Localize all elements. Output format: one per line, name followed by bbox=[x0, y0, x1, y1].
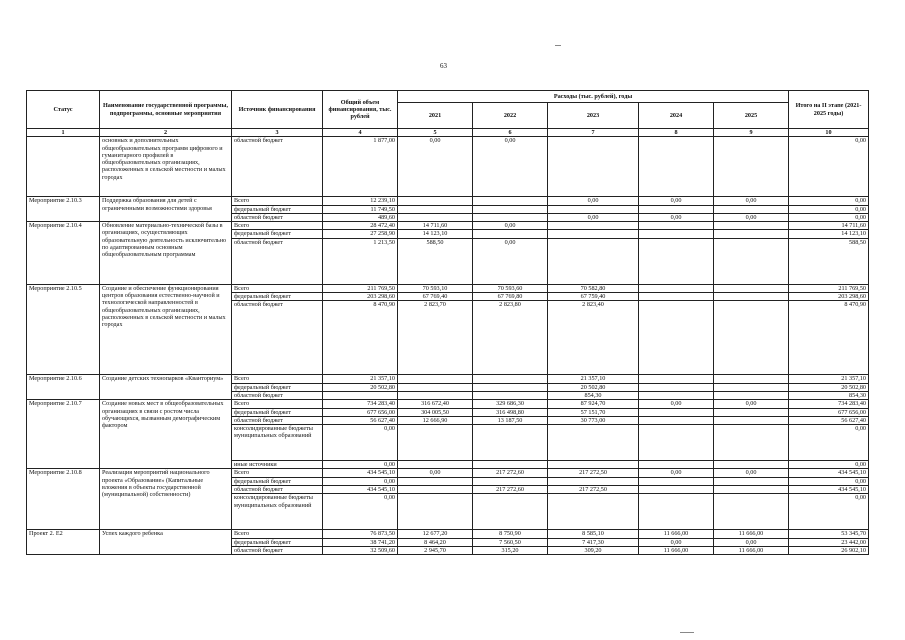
column-number: 5 bbox=[398, 129, 473, 137]
row-value-stage-total: 0,00 bbox=[789, 494, 869, 530]
row-value-y2023 bbox=[548, 494, 639, 530]
row-value-y2023 bbox=[548, 137, 639, 197]
row-value-total: 211 769,50 bbox=[323, 284, 398, 292]
row-value-y2025 bbox=[714, 137, 789, 197]
row-value-y2022: 8 750,90 bbox=[473, 530, 548, 538]
row-value-y2024: 0,00 bbox=[639, 213, 714, 221]
row-value-y2022: 329 686,30 bbox=[473, 400, 548, 408]
row-source: федеральный бюджет bbox=[232, 293, 323, 301]
row-value-y2024 bbox=[639, 477, 714, 485]
row-source: областной бюджет bbox=[232, 238, 323, 284]
row-value-y2022 bbox=[473, 425, 548, 461]
row-value-y2023: 70 582,80 bbox=[548, 284, 639, 292]
row-value-y2023 bbox=[548, 222, 639, 230]
row-value-y2023 bbox=[548, 238, 639, 284]
row-value-y2025 bbox=[714, 486, 789, 494]
table-row bbox=[27, 197, 869, 205]
header-year-2021: 2021 bbox=[398, 103, 473, 129]
row-value-y2025 bbox=[714, 494, 789, 530]
row-value-total: 203 298,60 bbox=[323, 293, 398, 301]
row-value-y2021: 12 666,90 bbox=[398, 416, 473, 424]
row-source: федеральный бюджет bbox=[232, 477, 323, 485]
header-year-2024: 2024 bbox=[639, 103, 714, 129]
row-value-total: 0,00 bbox=[323, 494, 398, 530]
column-number-row bbox=[27, 129, 869, 137]
row-value-y2022 bbox=[473, 477, 548, 485]
row-source: консолидированные бюджеты муниципальных образований bbox=[232, 494, 323, 530]
column-number: 7 bbox=[548, 129, 639, 137]
row-value-y2023 bbox=[548, 461, 639, 469]
row-source: федеральный бюджет bbox=[232, 205, 323, 213]
row-value-y2025 bbox=[714, 391, 789, 399]
row-source: консолидированные бюджеты муниципальных образований bbox=[232, 425, 323, 461]
row-value-y2025: 11 666,00 bbox=[714, 546, 789, 554]
row-value-y2025 bbox=[714, 238, 789, 284]
row-value-stage-total: 0,00 bbox=[789, 205, 869, 213]
row-value-y2024 bbox=[639, 293, 714, 301]
row-value-y2025 bbox=[714, 461, 789, 469]
row-value-y2023: 2 823,40 bbox=[548, 301, 639, 375]
row-value-y2021: 0,00 bbox=[398, 137, 473, 197]
row-value-y2021: 2 823,70 bbox=[398, 301, 473, 375]
scan-mark bbox=[555, 45, 561, 46]
row-value-y2022 bbox=[473, 461, 548, 469]
row-value-y2025: 11 666,00 bbox=[714, 530, 789, 538]
row-value-y2022 bbox=[473, 205, 548, 213]
row-value-total bbox=[323, 391, 398, 399]
row-status: Мероприятие 2.10.3 bbox=[27, 197, 100, 222]
row-value-y2023 bbox=[548, 205, 639, 213]
row-value-stage-total: 434 545,10 bbox=[789, 486, 869, 494]
row-value-total: 489,60 bbox=[323, 213, 398, 221]
row-status: Мероприятие 2.10.7 bbox=[27, 400, 100, 469]
row-source: Всего bbox=[232, 469, 323, 477]
row-value-y2021: 588,50 bbox=[398, 238, 473, 284]
header-year-2023: 2023 bbox=[548, 103, 639, 129]
row-value-y2022 bbox=[473, 213, 548, 221]
row-value-y2021 bbox=[398, 486, 473, 494]
column-number: 10 bbox=[789, 129, 869, 137]
row-name: Создание детских технопарков «Кванториум» bbox=[100, 375, 232, 400]
row-value-y2021: 12 677,20 bbox=[398, 530, 473, 538]
row-value-y2024 bbox=[639, 222, 714, 230]
row-value-y2021 bbox=[398, 477, 473, 485]
row-value-y2025 bbox=[714, 301, 789, 375]
row-value-stage-total: 0,00 bbox=[789, 461, 869, 469]
row-value-stage-total: 53 345,70 bbox=[789, 530, 869, 538]
row-value-y2024 bbox=[639, 494, 714, 530]
row-value-y2023: 67 759,40 bbox=[548, 293, 639, 301]
table-header bbox=[27, 91, 869, 137]
row-source: областной бюджет bbox=[232, 486, 323, 494]
row-value-y2024 bbox=[639, 486, 714, 494]
row-value-y2023 bbox=[548, 477, 639, 485]
row-value-y2024 bbox=[639, 205, 714, 213]
row-value-y2025 bbox=[714, 477, 789, 485]
row-value-y2021: 70 593,10 bbox=[398, 284, 473, 292]
row-value-y2024 bbox=[639, 408, 714, 416]
row-value-y2022 bbox=[473, 197, 548, 205]
row-value-total: 1 877,00 bbox=[323, 137, 398, 197]
row-name: основных и дополнительных общеобразовательных программ цифрового и гуманитарного профилей в общеобразовательных организациях, расположенных в сельской местности и малых городах bbox=[100, 137, 232, 197]
table-body bbox=[27, 137, 869, 555]
row-value-y2024 bbox=[639, 461, 714, 469]
row-value-y2021: 304 005,50 bbox=[398, 408, 473, 416]
row-value-stage-total: 23 442,00 bbox=[789, 538, 869, 546]
row-value-stage-total: 677 656,00 bbox=[789, 408, 869, 416]
row-value-y2021: 0,00 bbox=[398, 469, 473, 477]
row-value-total: 21 357,10 bbox=[323, 375, 398, 383]
row-value-y2021 bbox=[398, 383, 473, 391]
row-source: иные источники bbox=[232, 461, 323, 469]
row-source: Всего bbox=[232, 530, 323, 538]
row-value-y2024 bbox=[639, 238, 714, 284]
row-value-y2023: 20 502,80 bbox=[548, 383, 639, 391]
row-value-total: 32 509,60 bbox=[323, 546, 398, 554]
row-value-y2021: 14 711,60 bbox=[398, 222, 473, 230]
header-status: Статус bbox=[27, 91, 100, 129]
row-value-y2021: 2 945,70 bbox=[398, 546, 473, 554]
table-row bbox=[27, 284, 869, 292]
row-value-y2022: 2 823,80 bbox=[473, 301, 548, 375]
row-status: Мероприятие 2.10.5 bbox=[27, 284, 100, 375]
header-expenses: Расходы (тыс. рублей), годы bbox=[398, 91, 789, 103]
row-value-total: 12 239,10 bbox=[323, 197, 398, 205]
row-value-y2022 bbox=[473, 230, 548, 238]
column-number: 9 bbox=[714, 129, 789, 137]
row-source: федеральный бюджет bbox=[232, 408, 323, 416]
header-total: Общий объем финансирования, тыс. рублей bbox=[323, 91, 398, 129]
row-source: Всего bbox=[232, 400, 323, 408]
row-value-y2024: 0,00 bbox=[639, 538, 714, 546]
row-value-y2022: 217 272,60 bbox=[473, 469, 548, 477]
row-value-y2022: 70 593,60 bbox=[473, 284, 548, 292]
row-value-y2021: 316 672,40 bbox=[398, 400, 473, 408]
header-source: Источник финансирования bbox=[232, 91, 323, 129]
row-value-y2021 bbox=[398, 494, 473, 530]
row-value-y2024: 0,00 bbox=[639, 400, 714, 408]
row-source: Всего bbox=[232, 222, 323, 230]
row-value-total: 677 656,00 bbox=[323, 408, 398, 416]
row-value-stage-total: 0,00 bbox=[789, 197, 869, 205]
row-value-y2024 bbox=[639, 284, 714, 292]
row-value-stage-total: 26 902,10 bbox=[789, 546, 869, 554]
row-value-stage-total: 434 545,10 bbox=[789, 469, 869, 477]
row-value-stage-total: 854,30 bbox=[789, 391, 869, 399]
row-value-stage-total: 14 711,60 bbox=[789, 222, 869, 230]
row-value-y2021 bbox=[398, 391, 473, 399]
row-value-y2021 bbox=[398, 213, 473, 221]
row-value-y2023: 217 272,50 bbox=[548, 486, 639, 494]
row-value-y2022: 0,00 bbox=[473, 137, 548, 197]
row-value-y2022: 315,20 bbox=[473, 546, 548, 554]
row-source: областной бюджет bbox=[232, 301, 323, 375]
row-value-y2022: 0,00 bbox=[473, 238, 548, 284]
table-row bbox=[27, 375, 869, 383]
table-row bbox=[27, 222, 869, 230]
row-value-stage-total: 0,00 bbox=[789, 477, 869, 485]
row-value-y2023: 854,30 bbox=[548, 391, 639, 399]
row-value-total: 27 258,90 bbox=[323, 230, 398, 238]
column-number: 4 bbox=[323, 129, 398, 137]
row-value-y2025 bbox=[714, 383, 789, 391]
header-year-2022: 2022 bbox=[473, 103, 548, 129]
row-value-y2023: 0,00 bbox=[548, 197, 639, 205]
row-value-y2022 bbox=[473, 375, 548, 383]
row-value-y2022: 0,00 bbox=[473, 222, 548, 230]
row-source: Всего bbox=[232, 197, 323, 205]
header-year-2025: 2025 bbox=[714, 103, 789, 129]
row-value-y2024 bbox=[639, 391, 714, 399]
column-number: 6 bbox=[473, 129, 548, 137]
row-name: Создание новых мест в общеобразовательных организациях в связи с ростом числа обучающихся, вызванным демографическим фактором bbox=[100, 400, 232, 469]
row-value-total: 734 283,40 bbox=[323, 400, 398, 408]
row-value-y2023: 309,20 bbox=[548, 546, 639, 554]
row-source: областной бюджет bbox=[232, 137, 323, 197]
row-source: областной бюджет bbox=[232, 416, 323, 424]
row-value-total: 28 472,40 bbox=[323, 222, 398, 230]
row-value-y2025 bbox=[714, 284, 789, 292]
column-number: 3 bbox=[232, 129, 323, 137]
row-value-stage-total: 0,00 bbox=[789, 213, 869, 221]
row-source: федеральный бюджет bbox=[232, 383, 323, 391]
row-value-total: 434 545,10 bbox=[323, 469, 398, 477]
row-value-y2022: 13 187,50 bbox=[473, 416, 548, 424]
row-value-total: 0,00 bbox=[323, 425, 398, 461]
row-value-y2021 bbox=[398, 461, 473, 469]
row-value-y2023: 87 924,70 bbox=[548, 400, 639, 408]
row-value-y2025 bbox=[714, 230, 789, 238]
row-value-stage-total: 734 283,40 bbox=[789, 400, 869, 408]
row-value-y2025: 0,00 bbox=[714, 197, 789, 205]
row-value-y2024: 0,00 bbox=[639, 197, 714, 205]
row-value-total: 11 749,50 bbox=[323, 205, 398, 213]
row-value-stage-total: 14 123,10 bbox=[789, 230, 869, 238]
row-value-total: 20 502,80 bbox=[323, 383, 398, 391]
table-row bbox=[27, 137, 869, 197]
column-number: 8 bbox=[639, 129, 714, 137]
row-value-y2023: 7 417,30 bbox=[548, 538, 639, 546]
row-value-y2023 bbox=[548, 425, 639, 461]
row-value-y2023: 21 357,10 bbox=[548, 375, 639, 383]
row-value-y2021: 67 769,40 bbox=[398, 293, 473, 301]
row-value-y2023: 217 272,50 bbox=[548, 469, 639, 477]
row-value-y2023: 30 773,00 bbox=[548, 416, 639, 424]
row-source: Всего bbox=[232, 375, 323, 383]
row-value-y2021: 8 464,20 bbox=[398, 538, 473, 546]
row-value-y2023: 57 151,70 bbox=[548, 408, 639, 416]
row-value-y2023: 8 585,10 bbox=[548, 530, 639, 538]
row-value-y2025 bbox=[714, 205, 789, 213]
row-value-y2024 bbox=[639, 230, 714, 238]
row-source: Всего bbox=[232, 284, 323, 292]
header-stage-total: Итого на II этапе (2021-2025 годы) bbox=[789, 91, 869, 129]
row-value-y2021 bbox=[398, 375, 473, 383]
row-name: Успех каждого ребенка bbox=[100, 530, 232, 555]
table-row bbox=[27, 469, 869, 477]
row-value-y2024 bbox=[639, 425, 714, 461]
row-value-y2021 bbox=[398, 205, 473, 213]
row-value-y2023 bbox=[548, 230, 639, 238]
row-value-total: 38 741,20 bbox=[323, 538, 398, 546]
row-status: Мероприятие 2.10.8 bbox=[27, 469, 100, 530]
row-value-y2022: 7 560,50 bbox=[473, 538, 548, 546]
row-source: областной бюджет bbox=[232, 213, 323, 221]
row-value-total: 0,00 bbox=[323, 477, 398, 485]
row-value-y2022 bbox=[473, 494, 548, 530]
column-number: 2 bbox=[100, 129, 232, 137]
row-value-y2021 bbox=[398, 197, 473, 205]
row-value-y2025: 0,00 bbox=[714, 469, 789, 477]
row-value-stage-total: 21 357,10 bbox=[789, 375, 869, 383]
row-name: Поддержка образования для детей с ограниченными возможностями здоровья bbox=[100, 197, 232, 222]
row-value-y2025 bbox=[714, 408, 789, 416]
row-value-total: 434 545,10 bbox=[323, 486, 398, 494]
table-row bbox=[27, 530, 869, 538]
row-value-stage-total: 8 470,90 bbox=[789, 301, 869, 375]
row-value-stage-total: 0,00 bbox=[789, 425, 869, 461]
page-number: 63 bbox=[440, 62, 447, 70]
row-value-y2025: 0,00 bbox=[714, 538, 789, 546]
scan-mark bbox=[680, 632, 694, 633]
row-value-y2022: 67 769,80 bbox=[473, 293, 548, 301]
row-value-y2025 bbox=[714, 416, 789, 424]
row-value-y2022 bbox=[473, 383, 548, 391]
row-value-y2025: 0,00 bbox=[714, 213, 789, 221]
row-value-total: 56 627,40 bbox=[323, 416, 398, 424]
row-value-y2025 bbox=[714, 222, 789, 230]
row-value-total: 0,00 bbox=[323, 461, 398, 469]
row-value-y2024 bbox=[639, 301, 714, 375]
row-value-total: 76 873,50 bbox=[323, 530, 398, 538]
row-value-y2025 bbox=[714, 375, 789, 383]
header-name: Наименование государственной программы, подпрограммы, основные мероприятия bbox=[100, 91, 232, 129]
row-source: областной бюджет bbox=[232, 546, 323, 554]
row-value-y2022: 316 498,80 bbox=[473, 408, 548, 416]
row-source: областной бюджет bbox=[232, 391, 323, 399]
budget-table bbox=[26, 90, 869, 555]
row-value-total: 1 213,50 bbox=[323, 238, 398, 284]
row-value-y2024 bbox=[639, 383, 714, 391]
row-value-y2022: 217 272,60 bbox=[473, 486, 548, 494]
row-value-total: 8 470,90 bbox=[323, 301, 398, 375]
column-number: 1 bbox=[27, 129, 100, 137]
row-value-stage-total: 20 502,80 bbox=[789, 383, 869, 391]
row-source: федеральный бюджет bbox=[232, 538, 323, 546]
row-value-y2024: 0,00 bbox=[639, 469, 714, 477]
row-value-stage-total: 203 298,60 bbox=[789, 293, 869, 301]
row-value-y2025: 0,00 bbox=[714, 400, 789, 408]
row-value-y2024 bbox=[639, 416, 714, 424]
row-name: Реализация мероприятий национального проекта «Образование» (Капитальные вложения в объекты государственной (муниципальной) собственности) bbox=[100, 469, 232, 530]
row-value-y2024 bbox=[639, 375, 714, 383]
row-value-stage-total: 211 769,50 bbox=[789, 284, 869, 292]
row-value-y2024: 11 666,00 bbox=[639, 530, 714, 538]
row-status: Проект 2. Е2 bbox=[27, 530, 100, 555]
row-status bbox=[27, 137, 100, 197]
row-value-stage-total: 0,00 bbox=[789, 137, 869, 197]
row-value-y2024 bbox=[639, 137, 714, 197]
row-status: Мероприятие 2.10.6 bbox=[27, 375, 100, 400]
row-source: федеральный бюджет bbox=[232, 230, 323, 238]
row-value-stage-total: 588,50 bbox=[789, 238, 869, 284]
row-value-y2025 bbox=[714, 293, 789, 301]
row-value-y2021: 14 123,10 bbox=[398, 230, 473, 238]
row-name: Обновление материально-технической базы в организациях, осуществляющих образовательную деятельность исключительно по адаптированным основным общеобразовательным программам bbox=[100, 222, 232, 285]
row-status: Мероприятие 2.10.4 bbox=[27, 222, 100, 285]
row-name: Создание и обеспечение функционирования центров образования естественно-научной и технологической направленностей в общеобразовательных организациях, расположенных в сельской местности и малых городах bbox=[100, 284, 232, 375]
row-value-stage-total: 56 627,40 bbox=[789, 416, 869, 424]
row-value-y2022 bbox=[473, 391, 548, 399]
table-row bbox=[27, 400, 869, 408]
row-value-y2025 bbox=[714, 425, 789, 461]
row-value-y2024: 11 666,00 bbox=[639, 546, 714, 554]
row-value-y2023: 0,00 bbox=[548, 213, 639, 221]
row-value-y2021 bbox=[398, 425, 473, 461]
